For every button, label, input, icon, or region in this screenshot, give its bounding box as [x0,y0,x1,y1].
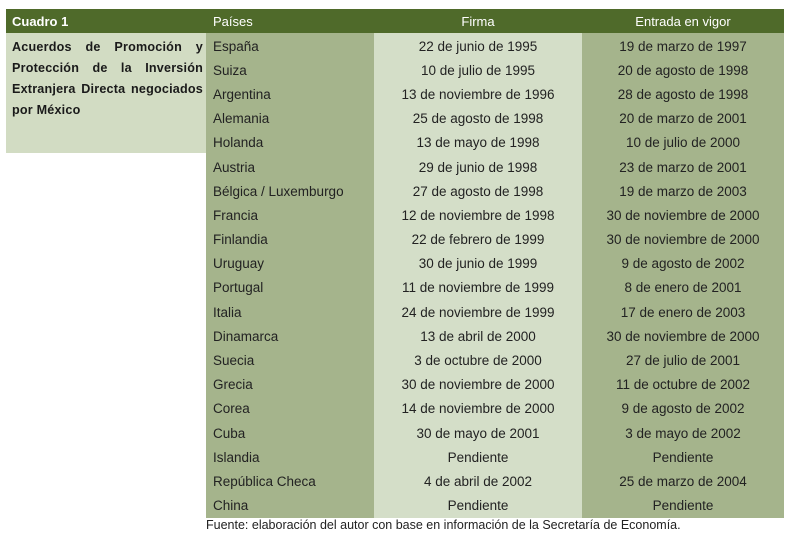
table-title-panel [6,33,206,153]
country-cell: República Checa [213,473,316,489]
title-column [6,33,206,518]
header-firma: Firma [374,9,582,33]
vigor-cell: 30 de noviembre de 2000 [606,328,760,344]
vigor-cell: 25 de marzo de 2004 [619,473,747,489]
firma-cell: 10 de julio de 1995 [420,62,536,78]
firma-cell: 13 de mayo de 1998 [416,135,540,151]
vigor-cell: 19 de marzo de 2003 [619,183,747,199]
vigor-cell: 30 de noviembre de 2000 [606,232,760,248]
country-cell: Argentina [213,86,271,102]
vigor-cell: 20 de agosto de 1998 [617,62,749,78]
vigor-cell: 30 de noviembre de 2000 [606,207,760,223]
vigor-cell: 19 de marzo de 1997 [619,38,747,54]
vigor-cell: 17 de enero de 2003 [620,304,746,320]
country-cell: Francia [213,207,259,223]
table-container [6,9,784,518]
country-cell: Bélgica / Luxemburgo [213,183,344,199]
table-title: Acuerdos de Promoción y Protección de la Inversión Extranjera Directa negociados por México [12,40,203,117]
firma-cell: 4 de abril de 2002 [423,473,533,489]
firma-cell: 3 de octubre de 2000 [414,353,542,369]
countries-column [206,33,374,518]
country-cell: Cuba [213,425,246,441]
country-cell: Dinamarca [213,328,279,344]
vigor-cell: 9 de agosto de 2002 [621,401,745,417]
country-cell: China [213,498,249,514]
country-cell: Islandia [213,449,260,465]
country-cell: Suecia [213,353,255,369]
firma-column [374,33,582,518]
country-cell: Corea [213,401,250,417]
header-countries: Países [206,9,374,33]
country-cell: España [213,38,259,54]
country-cell: Austria [213,159,256,175]
table-label: Cuadro 1 [6,9,206,33]
vigor-cell: 9 de agosto de 2002 [621,256,745,272]
table-body [6,33,784,518]
firma-cell: 30 de junio de 1999 [418,256,538,272]
vigor-cell: 28 de agosto de 1998 [617,86,749,102]
vigor-cell: 27 de julio de 2001 [625,353,741,369]
country-cell: Finlandia [213,232,268,248]
firma-cell: 11 de noviembre de 1999 [401,280,555,296]
country-cell: Italia [213,304,242,320]
firma-cell: 13 de abril de 2000 [420,328,536,344]
table-header-row [6,9,784,33]
header-vigor: Entrada en vigor [582,9,784,33]
firma-cell: 30 de noviembre de 2000 [401,377,555,393]
vigor-cell: 10 de julio de 2000 [625,135,741,151]
vigor-cell: 8 de enero de 2001 [624,280,742,296]
firma-cell: 13 de noviembre de 1996 [401,86,555,102]
vigor-column [582,33,784,518]
vigor-cell: 11 de octubre de 2002 [615,377,751,393]
vigor-cell: 3 de mayo de 2002 [625,425,741,441]
firma-cell: 29 de junio de 1998 [418,159,538,175]
firma-cell: 27 de agosto de 1998 [412,183,544,199]
vigor-cell: Pendiente [652,498,714,514]
vigor-cell: 23 de marzo de 2001 [619,159,747,175]
vigor-cell: 20 de marzo de 2001 [619,111,747,127]
firma-cell: Pendiente [447,449,509,465]
firma-cell: 25 de agosto de 1998 [412,111,544,127]
firma-cell: 30 de mayo de 2001 [416,425,540,441]
firma-cell: 14 de noviembre de 2000 [401,401,555,417]
country-cell: Grecia [213,377,253,393]
country-cell: Holanda [213,135,264,151]
source-note: Fuente: elaboración del autor con base en información de la Secretaría de Economía. [206,518,681,532]
country-cell: Alemania [213,111,270,127]
country-cell: Uruguay [213,256,265,272]
country-cell: Suiza [213,62,247,78]
firma-cell: 24 de noviembre de 1999 [401,304,555,320]
firma-cell: 22 de junio de 1995 [418,38,538,54]
firma-cell: 12 de noviembre de 1998 [401,207,555,223]
country-cell: Portugal [213,280,264,296]
firma-cell: Pendiente [447,498,509,514]
vigor-cell: Pendiente [652,449,714,465]
firma-cell: 22 de febrero de 1999 [411,232,545,248]
